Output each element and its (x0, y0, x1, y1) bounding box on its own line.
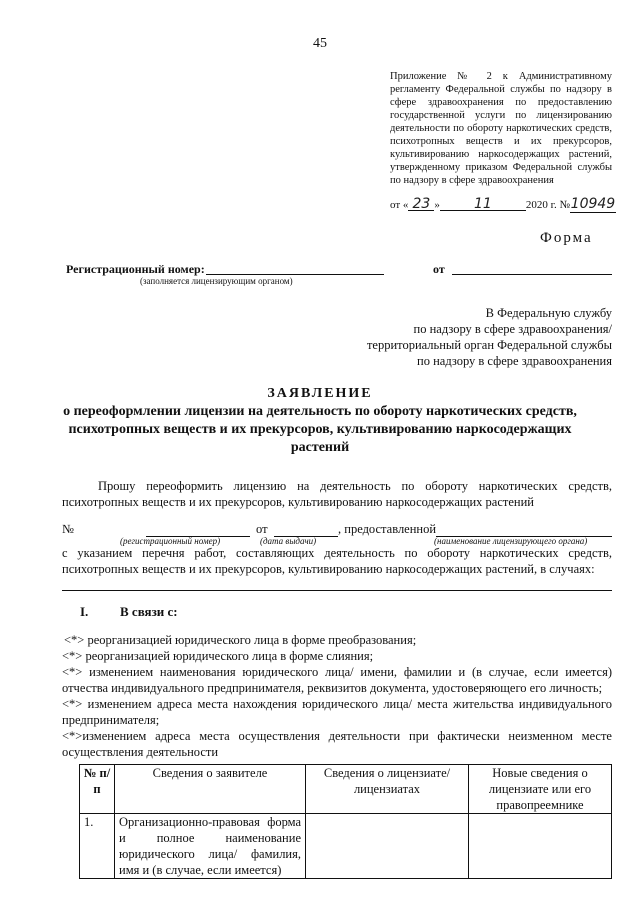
reason-item[interactable]: <*> изменением адреса места нахождения юридического лица/ места жительства индивидуального предпринимателя; (62, 697, 612, 727)
table-row (80, 814, 612, 879)
section-number: I. (80, 604, 89, 619)
applicant-info-cell: Организационно-правовая форма и полное наименование юридического лица/ фамилия, имя и (в случае, если имеется) (115, 814, 306, 879)
registration-date-label: от (433, 262, 445, 276)
separator-line (62, 590, 612, 591)
addressee-line: территориальный орган Федеральной службы (366, 338, 612, 352)
license-reference-row (62, 522, 612, 546)
addressee-line: В Федеральную службу (485, 306, 612, 320)
table-header: Сведения о лицензиате/лицензиатах (306, 765, 469, 814)
table-header: Сведения о заявителе (115, 765, 306, 814)
year-text: 2020 г. № (525, 199, 570, 211)
table-header: № п/п (80, 765, 115, 814)
handwritten-day: 23 (408, 198, 434, 211)
applicant-info-table (79, 764, 612, 879)
reg-number-hint: (регистрационный номер) (120, 536, 221, 546)
registration-date-field[interactable] (452, 274, 612, 275)
addressee-block (367, 305, 612, 369)
reason-item[interactable]: <*> реорганизацией юридического лица в форме преобразования; (64, 633, 417, 647)
reasons-list (62, 632, 612, 760)
addressee-line: по надзору в сфере здравоохранения (417, 354, 612, 368)
provided-label: , предоставленной (338, 522, 437, 536)
reg-number-field[interactable] (146, 522, 250, 537)
issue-date-label: от (256, 522, 268, 536)
registration-number-hint: (заполняется лицензирующим органом) (140, 276, 293, 286)
section-heading (80, 604, 178, 620)
row-number: 1. (80, 814, 115, 879)
appendix-date-line (390, 196, 620, 213)
date-separator: » (434, 199, 440, 211)
reason-item[interactable]: <*>изменением адреса места осуществления деятельности при фактически неизменном месте осуществления деятельности (62, 729, 612, 759)
table-header-row (80, 765, 612, 814)
document-title: ЗАЯВЛЕНИЕ (267, 386, 373, 401)
handwritten-month: 11 (440, 198, 526, 211)
reason-item[interactable]: <*> реорганизацией юридического лица в форме слияния; (62, 649, 374, 663)
licensee-info-cell[interactable] (306, 814, 469, 879)
handwritten-order-number: 10949 (570, 196, 616, 212)
addressee-line: по надзору в сфере здравоохранения/ (413, 322, 612, 336)
issue-date-hint: (дата выдачи) (260, 536, 317, 546)
authority-hint: (наименование лицензирующего органа) (434, 536, 588, 546)
date-prefix: от « (390, 199, 409, 211)
issue-date-field[interactable] (274, 522, 338, 537)
table-header: Новые сведения о лицензиате или его правопреемнике (469, 765, 612, 814)
page-number: 45 (313, 36, 327, 51)
registration-number-field[interactable] (206, 274, 384, 275)
reason-item[interactable]: <*> изменением наименования юридического лица/ имени, фамилии и (в случае, если имеется) отчества индивидуального предпринимателя, реквизитов документа, удостоверяющего его личность; (62, 665, 612, 695)
new-info-cell[interactable] (469, 814, 612, 879)
form-label: Форма (540, 230, 593, 246)
section-title: В связи с: (120, 604, 178, 619)
works-list-paragraph: с указанием перечня работ, составляющих деятельность по обороту наркотических средств, психотропных веществ и их прекурсоров, культивированию наркосодержащих растений, в случаях: (62, 546, 612, 576)
appendix-note: Приложение № 2 к Административному регламенту Федеральной службы по надзору в сфере здравоохранения по предоставлению государственной услуги по лицензированию деятельности по обороту наркотических средств, психотропных веществ и их прекурсоров, культивированию наркосодержащих растений, утвержденному приказом Федеральной службы по надзору в сфере здравоохранения (390, 71, 612, 186)
registration-number-label: Регистрационный номер: (66, 262, 205, 276)
authority-field[interactable] (436, 522, 612, 537)
request-paragraph: Прошу переоформить лицензию на деятельность по обороту наркотических средств, психотропных веществ и их прекурсоров, культивированию наркосодержащих растений (62, 479, 612, 509)
document-subtitle: о переоформлении лицензии на деятельность по обороту наркотических средств, психотропных веществ и их прекурсоров, культивированию наркосодержащих растений (63, 404, 577, 455)
number-label: № (62, 522, 74, 536)
